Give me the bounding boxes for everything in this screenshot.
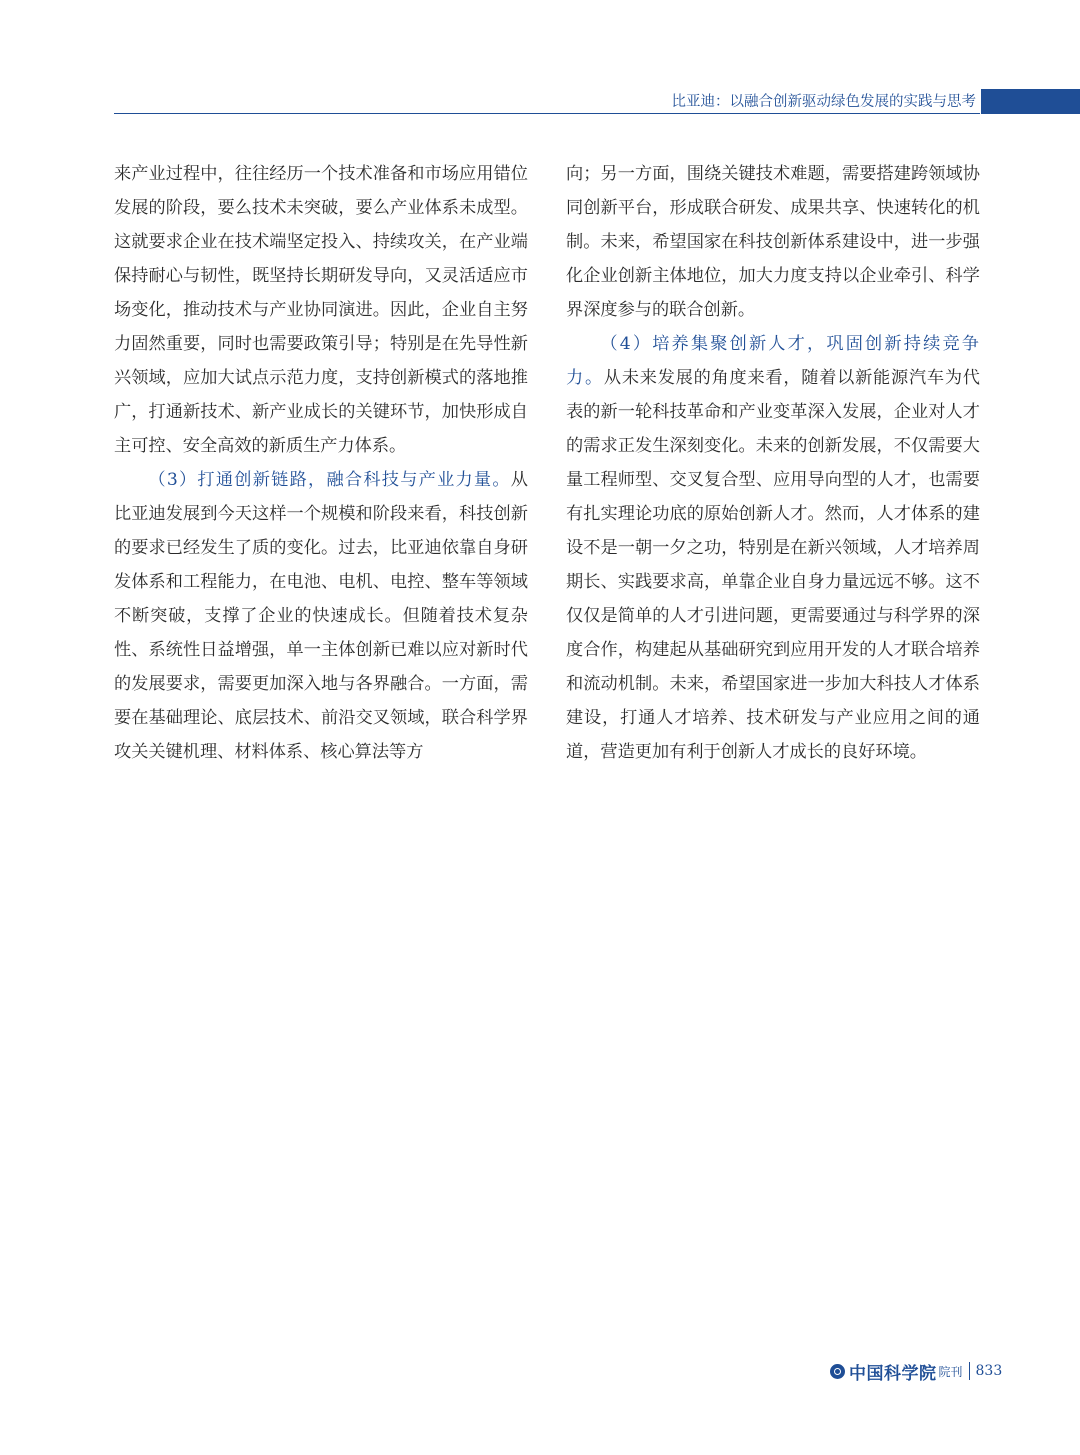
left-paragraph-continued: 来产业过程中，往往经历一个技术准备和市场应用错位发展的阶段，要么技术未突破，要么产业体系未成型。这就要求企业在技术端坚定投入、持续攻关，在产业端保持耐心与韧性，既坚持长期研发导向，又灵活适应市场变化，推动技术与产业协同演进。因此，企业自主努力固然重要，同时也需要政策引导；特别是在先导性新兴领域，应加大试点示范力度，支持创新模式的落地推广，打通新技术、新产业成长的关键环节，加快形成自主可控、安全高效的新质生产力体系。	[114, 164, 528, 456]
right-paragraph-continued: 向；另一方面，围绕关键技术难题，需要搭建跨领域协同创新平台，形成联合研发、成果共享、快速转化的机制。未来，希望国家在科技创新体系建设中，进一步强化企业创新主体地位，加大力度支持以企业牵引、科学界深度参与的联合创新。	[566, 164, 980, 320]
left-column	[114, 157, 528, 769]
header-color-block	[981, 89, 1080, 114]
page-number: 833	[975, 1363, 1003, 1379]
section-4-body: 从未来发展的角度来看，随着以新能源汽车为代表的新一轮科技革命和产业变革深入发展，企业对人才的需求正发生深刻变化。未来的创新发展，不仅需要大量工程师型、交叉复合型、应用导向型的人才，也需要有扎实理论功底的原始创新人才。然而，人才体系的建设不是一朝一夕之功，特别是在新兴领域，人才培养周期长、实践要求高，单靠企业自身力量远远不够。这不仅仅是简单的人才引进问题，更需要通过与科学界的深度合作，构建起从基础研究到应用开发的人才联合培养和流动机制。未来，希望国家进一步加大科技人才体系建设，打通人才培养、技术研发与产业应用之间的通道，营造更加有利于创新人才成长的良好环境。	[566, 368, 980, 762]
section-3-body: 从比亚迪发展到今天这样一个规模和阶段来看，科技创新的要求已经发生了质的变化。过去，比亚迪依靠自身研发体系和工程能力，在电池、电机、电控、整车等领域不断突破，支撑了企业的快速成长。但随着技术复杂性、系统性日益增强，单一主体创新已难以应对新时代的发展要求，需要更加深入地与各界融合。一方面，需要在基础理论、底层技术、前沿交叉领域，联合科学界攻关关键机理、材料体系、核心算法等方	[114, 470, 528, 762]
journal-name: 中国科学院	[849, 1363, 937, 1384]
section-4-heading: （4）培养集聚创新人才，巩固创新持续竞争力。	[566, 334, 980, 388]
right-section-4-paragraph	[566, 327, 980, 769]
running-header-title: 比亚迪：以融合创新驱动绿色发展的实践与思考	[671, 94, 976, 110]
section-3-heading: （3）打通创新链路，融合科技与产业力量。	[148, 470, 511, 490]
footer-divider	[969, 1362, 970, 1380]
journal-suffix: 院刊	[938, 1364, 963, 1379]
cas-emblem-icon	[830, 1364, 845, 1379]
right-column	[566, 157, 980, 769]
header-rule	[114, 113, 980, 114]
page-footer	[830, 1358, 1002, 1384]
left-section-3-paragraph	[114, 463, 528, 769]
